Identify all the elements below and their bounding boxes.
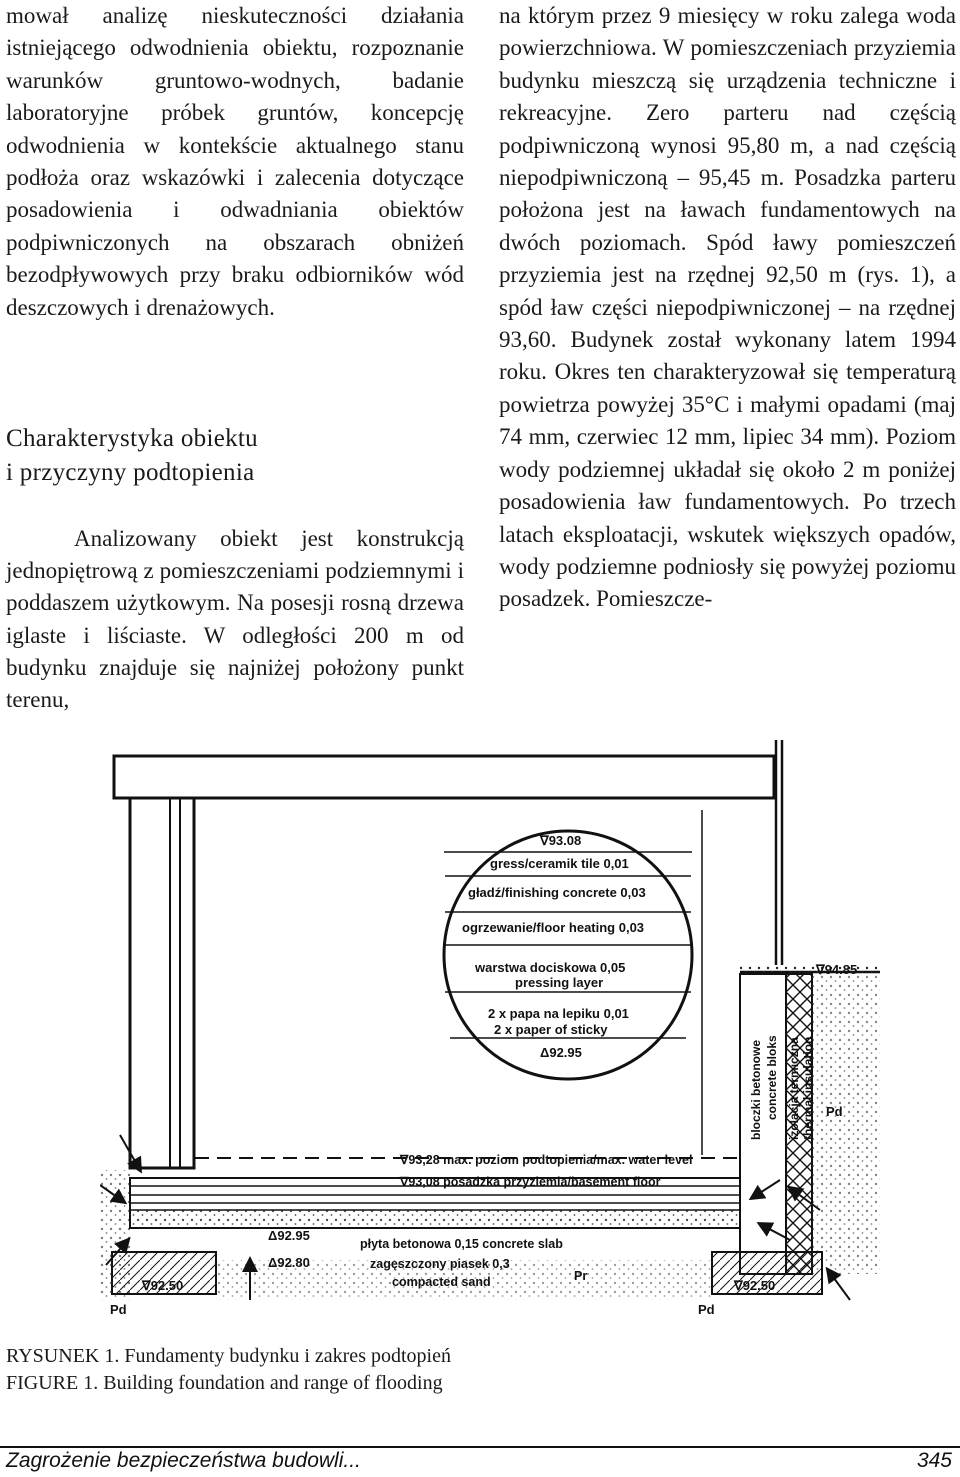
label-tile: gress/ceramik tile 0,01 [490,856,629,871]
figure-caption-en: FIGURE 1. Building foundation and range of flooding [6,1372,443,1394]
label-finishing: gładź/finishing concrete 0,03 [468,885,646,900]
label-basement-floor: ∇93,08 posadzka przyziemia/basement floor [400,1175,661,1189]
label-92-80: Δ92.80 [268,1255,310,1270]
section-heading-line1: Charakterystyka obiektu [6,425,258,452]
label-sand-pl: zagęszczony piasek 0,3 [370,1257,510,1271]
label-pd-right: Pd [826,1104,843,1119]
right-column-text [499,0,956,616]
label-93-08-top: ∇93.08 [540,833,582,848]
label-pr: Pr [574,1269,588,1283]
label-concrete-slab: płyta betonowa 0,15 concrete slab [360,1237,563,1251]
left-column-section-text [6,523,464,716]
page-number: 345 [916,1449,952,1472]
concrete-block-wall [740,974,786,1274]
intro-paragraph: mował analizę nieskuteczności działania istniejącego odwodnienia obiektu, rozpoznanie warunków gruntowo-wodnych, badanie laboratoryjne próbek gruntów, koncepcję odwodnienia w kontekście aktualnego stanu podłoża oraz wskazówki i zalecenia dotyczące posadowienia i odwadniania obiektów podpiwniczonych na obszarach obniżeń bezodpływowych przy braku odbiorników wód deszczowych i drenażowych. [6,3,464,320]
section-heading-line2: i przyczyny podtopienia [6,459,255,486]
right-paragraph: na którym przez 9 miesięcy w roku zalega woda powierzchniowa. W pomieszczeniach przyziemia budynku mieszczą się urządzenia techniczne i rekreacyjne. Zero parteru nad częścią podpiwniczoną wynosi 95,80 m, a nad częścią niepodpiwniczoną – 95,45 m. Posadzka parteru położona jest na ławach fundamentowych na dwóch poziomach. Spód ławy pomieszczeń przyziemia jest na rzędnej 92,50 m (rys. 1), a spód ław części niepodpiwniczonej – na rzędnej 93,60. Budynek został wykonany latem 1994 roku. Okres ten charakteryzował się temperaturą powietrza powyżej 35°C i małymi opadami (maj 74 mm, czerwiec 12 mm, lipiec 34 mm). Poziom wody podziemnej układał się około 2 m poniżej posadowienia ław fundamentowych. Po trzech latach eksploatacji, wskutek większych opadów, wody podziemne podniosły się powyżej poziomu posadzek. Pomieszcze- [499,3,956,612]
label-92-50-left: ∇92.50 [142,1278,184,1293]
label-paper-en: 2 x paper of sticky [494,1022,608,1037]
left-wall [130,798,194,1168]
label-92-95-floor: Δ92.95 [268,1228,310,1243]
section-heading [6,422,258,490]
figure-caption-pl: RYSUNEK 1. Fundamenty budynku i zakres podtopień [6,1345,451,1367]
foundation-figure [100,740,880,1330]
label-insul-en: thermal insulation [801,1036,815,1140]
top-slab [114,756,774,798]
label-92-50-right: ∇92.50 [734,1278,776,1293]
label-pd-left: Pd [110,1302,127,1317]
label-92-95-circle: Δ92.95 [540,1045,582,1060]
label-blocks-en: concrete bloks [765,1035,779,1120]
label-heating: ogrzewanie/floor heating 0,03 [462,920,645,935]
label-paper-pl: 2 x papa na lepiku 0,01 [488,1006,629,1021]
section-paragraph: Analizowany obiekt jest konstrukcją jednopiętrową z pomieszczeniami podziemnymi i poddaszem użytkowym. Na posesji rosną drzewa iglaste i liściaste. W odległości 200 m od budynku znajduje się najniżej położony punkt terenu, [6,526,464,713]
label-sand-en: compacted sand [392,1275,491,1289]
left-column-text [6,0,464,324]
label-94-85: ∇94.85 [816,962,858,977]
label-pd-mid: Pd [698,1302,715,1317]
label-pressing-pl: warstwa dociskowa 0,05 [475,960,626,975]
label-pressing-en: pressing layer [515,975,604,990]
label-blocks-pl: bloczki betonowe [749,1039,763,1140]
footer-journal: Zagrożenie bezpieczeństwa budowli... [6,1449,361,1472]
label-water-level: ∇93,28 max. poziom podtopienia/max. water level [400,1153,693,1167]
label-insul-pl: izolacja termiczna [787,1037,801,1140]
